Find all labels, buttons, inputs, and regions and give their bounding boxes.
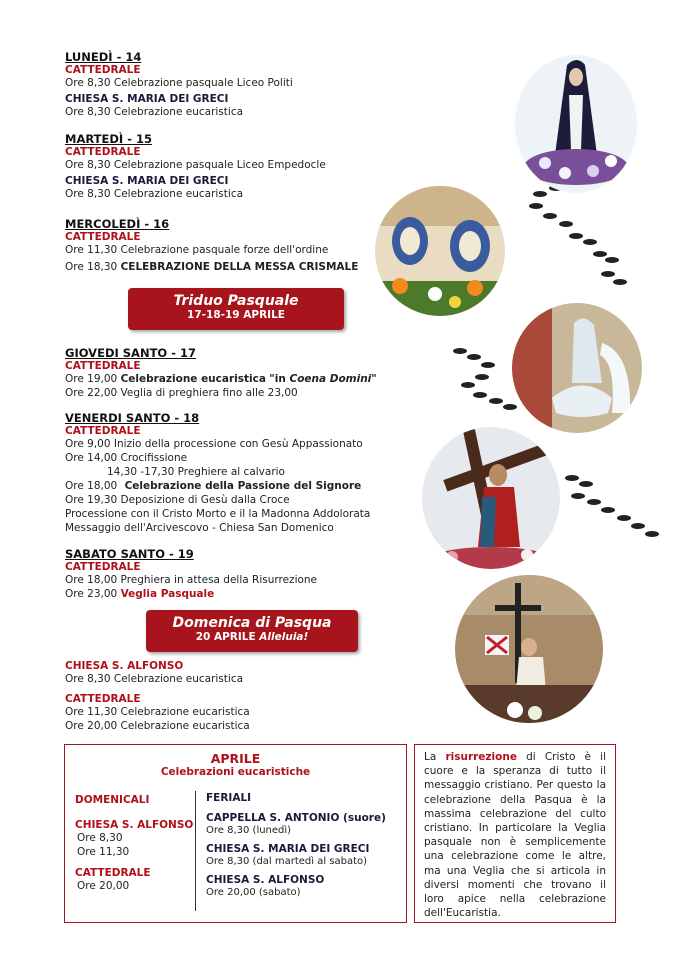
place-label: CHIESA S. MARIA DEI GRECI (65, 175, 229, 187)
event-line: Messaggio dell'Arcivescovo - Chiesa San Domenico (65, 522, 334, 534)
basin-image (512, 303, 642, 433)
day-heading: VENERDI SANTO - 18 (65, 411, 200, 425)
photo-cross (422, 427, 560, 569)
event-time: Ore 19,00 (65, 373, 118, 385)
footprints-trail-3 (560, 470, 670, 550)
col-heading: DOMENICALI (75, 794, 150, 806)
aprile-subtitle: Celebrazioni eucaristiche (160, 766, 311, 778)
event-line (65, 372, 405, 386)
banner-alleluia: Alleluia! (259, 631, 309, 643)
time-line: Ore 20,00 (sabato) (206, 887, 301, 898)
event-title: Celebrazione eucaristica (120, 373, 266, 385)
place-label: CAPPELLA S. ANTONIO (suore) (206, 812, 386, 824)
event-line: Processione con il Cristo Morto e il la Madonna Addolorata (65, 508, 371, 520)
place-label: CATTEDRALE (65, 561, 141, 573)
time-line: Ore 20,00 (77, 880, 130, 892)
feriali-col (206, 792, 386, 900)
time-line: Ore 8,30 (lunedì) (206, 825, 292, 836)
photo-basin (512, 303, 642, 433)
event-title: Veglia Pasquale (120, 588, 215, 600)
event-line: Ore 11,30 Celebrazione eucaristica (65, 706, 250, 718)
schedule-mercoledi (65, 217, 405, 274)
info-body: di Cristo è il cuore e la speranza di tutto il messaggio cristiano. Per questo la celebrazione della Pasqua è la massima celebrazione del culto cristiano. In particolare la Veglia pasquale non è semplicemente una celebrazione come le altre, ma una Veglia che si articola in diversi momenti che trovano il loro apice nella celebrazione dell'Eucaristia. (424, 751, 606, 920)
event-quote-open: "in (269, 373, 290, 385)
day-heading: LUNEDÌ - 14 (65, 50, 142, 64)
place-label: CATTEDRALE (65, 64, 141, 76)
photo-vases (375, 186, 505, 316)
day-heading: MERCOLEDÌ - 16 (65, 217, 170, 231)
box-divider (195, 791, 196, 911)
event-time: Ore 23,00 (65, 588, 118, 600)
event-title: CELEBRAZIONE DELLA MESSA CRISMALE (120, 261, 359, 273)
banner-title: Triduo Pasquale (173, 293, 299, 309)
info-text (415, 745, 615, 925)
risen-christ-image (455, 575, 603, 723)
madonna-image (515, 55, 637, 193)
event-quote-close: " (371, 373, 377, 385)
cross-image (422, 427, 560, 569)
time-line: Ore 8,30 (77, 832, 123, 844)
event-line: Ore 8,30 Celebrazione eucaristica (65, 188, 244, 200)
aprile-title: APRILE (210, 751, 261, 766)
place-label: CHIESA S. MARIA DEI GRECI (206, 843, 370, 855)
time-line: Ore 8,30 (dal martedì al sabato) (206, 856, 368, 867)
place-label: CHIESA S. ALFONSO (65, 660, 184, 672)
banner-dates: 17-18-19 APRILE (187, 309, 285, 321)
banner-dates (146, 631, 358, 643)
event-line (65, 260, 405, 274)
event-line: Ore 18,00 Preghiera in attesa della Risurrezione (65, 574, 318, 586)
event-time: Ore 18,00 (65, 480, 118, 492)
place-label: CATTEDRALE (65, 360, 141, 372)
banner-pasqua (146, 610, 358, 652)
day-heading: MARTEDÌ - 15 (65, 132, 152, 146)
event-line (65, 587, 405, 601)
info-box (414, 744, 616, 923)
info-bold: risurrezione (445, 751, 517, 763)
place-label: CATTEDRALE (65, 425, 141, 437)
place-label: CATTEDRALE (65, 693, 141, 705)
day-heading: GIOVEDI SANTO - 17 (65, 346, 196, 360)
place-label: CHIESA S. ALFONSO (75, 819, 194, 831)
event-line: Ore 8,30 Celebrazione pasquale Liceo Politi (65, 77, 293, 89)
event-line: Ore 14,00 Crocifissione (65, 452, 188, 464)
domenicali-col (75, 794, 193, 893)
event-line (65, 479, 425, 493)
event-line: Ore 9,00 Inizio della processione con Gesù Appassionato (65, 438, 363, 450)
event-time: Ore 18,30 (65, 261, 118, 273)
banner-title: Domenica di Pasqua (172, 615, 332, 631)
schedule-lunedi (65, 50, 405, 119)
col-heading: FERIALI (206, 792, 252, 804)
event-line: Ore 8,30 Celebrazione eucaristica (65, 106, 244, 118)
aprile-box (64, 744, 407, 923)
event-line: 14,30 -17,30 Preghiere al calvario (107, 466, 285, 478)
place-label: CHIESA S. ALFONSO (206, 874, 325, 886)
place-label: CATTEDRALE (65, 146, 141, 158)
schedule-giovedi (65, 346, 405, 400)
schedule-sabato (65, 547, 405, 601)
event-line: Ore 8,30 Celebrazione eucaristica (65, 673, 244, 685)
schedule-venerdi (65, 411, 425, 535)
place-label: CHIESA S. MARIA DEI GRECI (65, 93, 229, 105)
schedule-martedi (65, 132, 405, 201)
event-line: Ore 11,30 Celebrazione pasquale forze dell'ordine (65, 244, 329, 256)
place-label: CATTEDRALE (75, 867, 151, 879)
photo-risen-christ (455, 575, 603, 723)
time-line: Ore 11,30 (77, 846, 130, 858)
photo-madonna (515, 55, 637, 193)
schedule-domenica (65, 660, 405, 733)
event-title: Celebrazione della Passione del Signore (124, 480, 362, 492)
day-heading: SABATO SANTO - 19 (65, 547, 194, 561)
vases-image (375, 186, 505, 316)
banner-date: 20 APRILE (195, 631, 256, 643)
event-line: Ore 20,00 Celebrazione eucaristica (65, 720, 250, 732)
event-line: Ore 22,00 Veglia di preghiera fino alle 23,00 (65, 387, 298, 399)
event-line: Ore 8,30 Celebrazione pasquale Liceo Empedocle (65, 159, 326, 171)
info-pre: La (424, 751, 446, 763)
place-label: CATTEDRALE (65, 231, 141, 243)
event-line: Ore 19,30 Deposizione di Gesù dalla Croce (65, 494, 290, 506)
event-latin: Coena Domini (289, 373, 372, 385)
banner-triduo (128, 288, 344, 330)
